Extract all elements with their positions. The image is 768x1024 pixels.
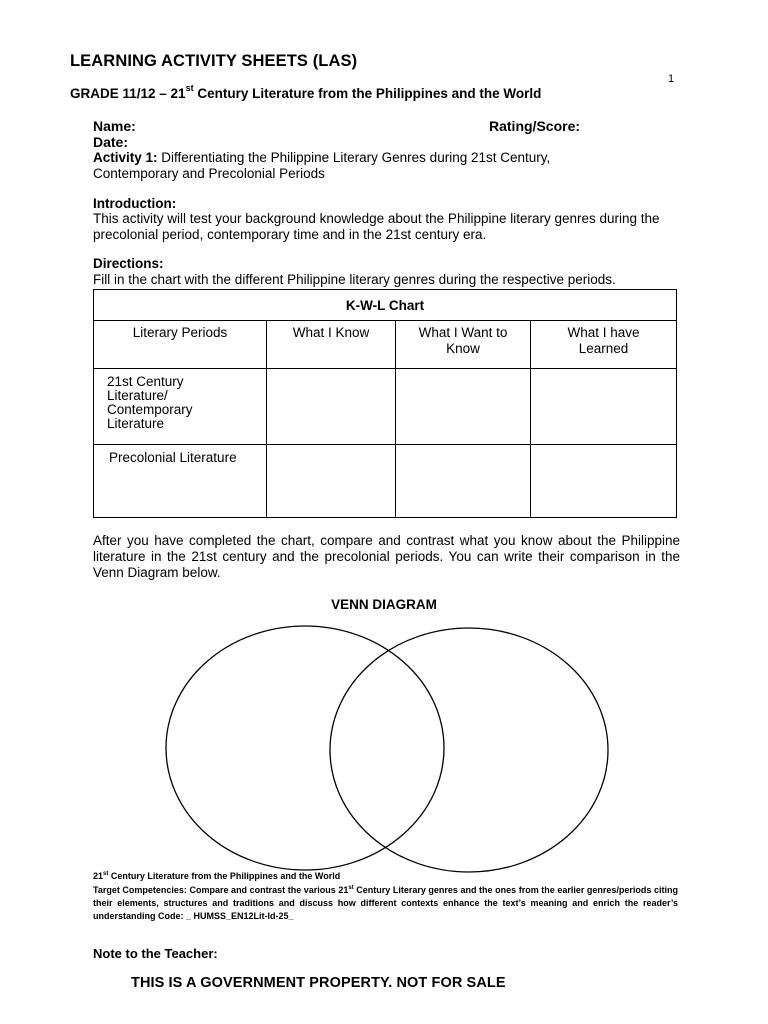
footer-title-prefix: 21 xyxy=(93,871,104,881)
footer-title-sup: st xyxy=(103,871,109,877)
rating-field-label: Rating/Score: xyxy=(489,118,581,134)
grade-sup: st xyxy=(185,83,194,93)
footer-course-title xyxy=(93,871,340,881)
date-field-label: Date: xyxy=(93,134,129,150)
activity-label: Activity 1: xyxy=(93,150,158,165)
period-label: Precolonial Literature xyxy=(109,450,237,465)
venn-circle-left[interactable] xyxy=(166,626,444,870)
introduction-text: This activity will test your background knowledge about the Philippine literary genres during the precolonial period, contemporary time and in the 21st century era. xyxy=(93,211,660,242)
period-label: 21st Century Literature/ Contemporary Literature xyxy=(107,374,193,431)
note-to-teacher: Note to the Teacher: xyxy=(93,946,218,961)
activity-text-line1: Differentiating the Philippine Literary Genres during 21st Century, xyxy=(157,150,551,165)
directions-text: Fill in the chart with the different Philippine literary genres during the respective periods. xyxy=(93,272,616,287)
kwl-chart-title: K-W-L Chart xyxy=(94,290,677,321)
grade-suffix: Century Literature from the Philippines and the World xyxy=(193,86,542,101)
competencies-part2: Century Literary genres and the ones from the earlier genres/periods citing their elements, structures and traditions and discuss how different contexts enhance the text’s meaning and enrich the reader’s understanding Code: _ HUMSS_EN12Lit-Id-25_ xyxy=(93,885,678,921)
column-header-what-i-know: What I Know xyxy=(267,321,396,369)
name-field-label: Name: xyxy=(93,118,136,134)
venn-diagram-title: VENN DIAGRAM xyxy=(331,597,437,612)
column-header-literary-periods: Literary Periods xyxy=(94,321,267,369)
directions-heading: Directions: xyxy=(93,256,164,271)
introduction-heading: Introduction: xyxy=(93,196,177,211)
page-title: LEARNING ACTIVITY SHEETS (LAS) xyxy=(70,52,358,70)
grade-prefix: GRADE 11/12 – 21 xyxy=(70,86,186,101)
footer-title-suffix: Century Literature from the Philippines and the World xyxy=(108,871,341,881)
compare-instructions: After you have completed the chart, compare and contrast what you know about the Philippine literature in the 21st century and the precolonial periods. You can write their comparison in the Venn Diagram below. xyxy=(93,533,680,580)
government-property-notice: THIS IS A GOVERNMENT PROPERTY. NOT FOR SALE xyxy=(131,975,506,991)
competencies-sup: st xyxy=(348,885,354,891)
target-competencies xyxy=(93,884,678,923)
have-learned-label: What I have Learned xyxy=(567,325,640,356)
venn-circle-right[interactable] xyxy=(330,628,608,872)
want-to-know-label: What I Want to Know xyxy=(418,325,508,356)
activity-text-line2: Contemporary and Precolonial Periods xyxy=(93,166,325,181)
page-number: 1 xyxy=(668,73,675,85)
competencies-part1: Target Competencies: Compare and contrast the various 21 xyxy=(93,885,349,895)
